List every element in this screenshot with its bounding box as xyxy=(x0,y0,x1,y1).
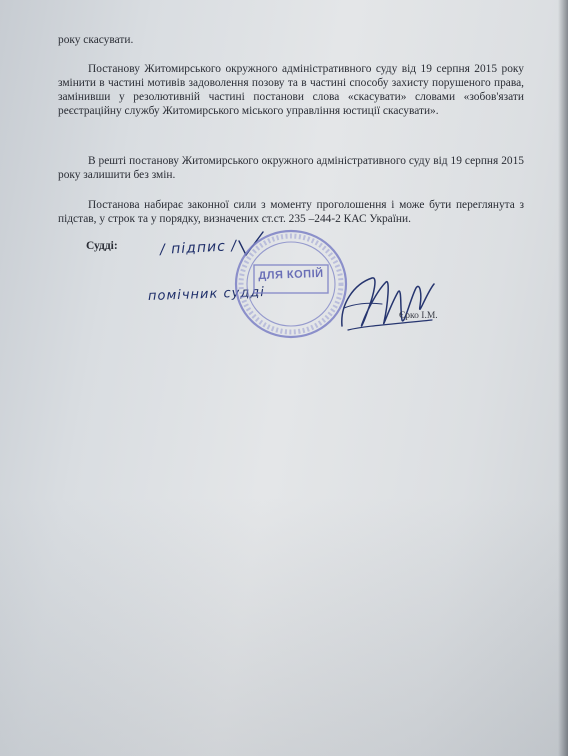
handwritten-assistant-note: помічник судді xyxy=(147,284,266,305)
judge-name: Єрко І.М. xyxy=(399,311,438,321)
paper-edge-shadow xyxy=(558,0,568,756)
round-stamp xyxy=(233,228,349,340)
paragraph-legal-force: Постанова набирає законної сили з моменту проголошення і може бути переглянута з підстав, у строк та у порядку, визначених ст.ст. 235 –244-2 КАС України. xyxy=(58,199,524,225)
paragraph-ruling-change: Постанову Житомирського окружного адміністративного суду від 19 серпня 2015 року змінити в частині мотивів задоволення позову та в частині способу захисту порушеного права, замінивши у резолютивній частині постанови слова «скасувати» словами «зобов'язати реєстраційну службу Житомирського міського управління юстиції скасувати». xyxy=(58,63,524,117)
paragraph-continuation: року скасувати. xyxy=(58,34,134,46)
paper-shadow xyxy=(0,496,568,756)
judges-label: Судді: xyxy=(86,240,118,252)
paragraph-ruling-unchanged: В решті постанову Житомирського окружного адміністративного суду від 19 серпня 2015 року залишити без змін. xyxy=(58,155,524,181)
stamp-label: ДЛЯ КОПІЙ xyxy=(258,267,324,283)
judge-signature xyxy=(334,264,444,344)
handwritten-signature-note: / підпис / xyxy=(159,237,238,259)
